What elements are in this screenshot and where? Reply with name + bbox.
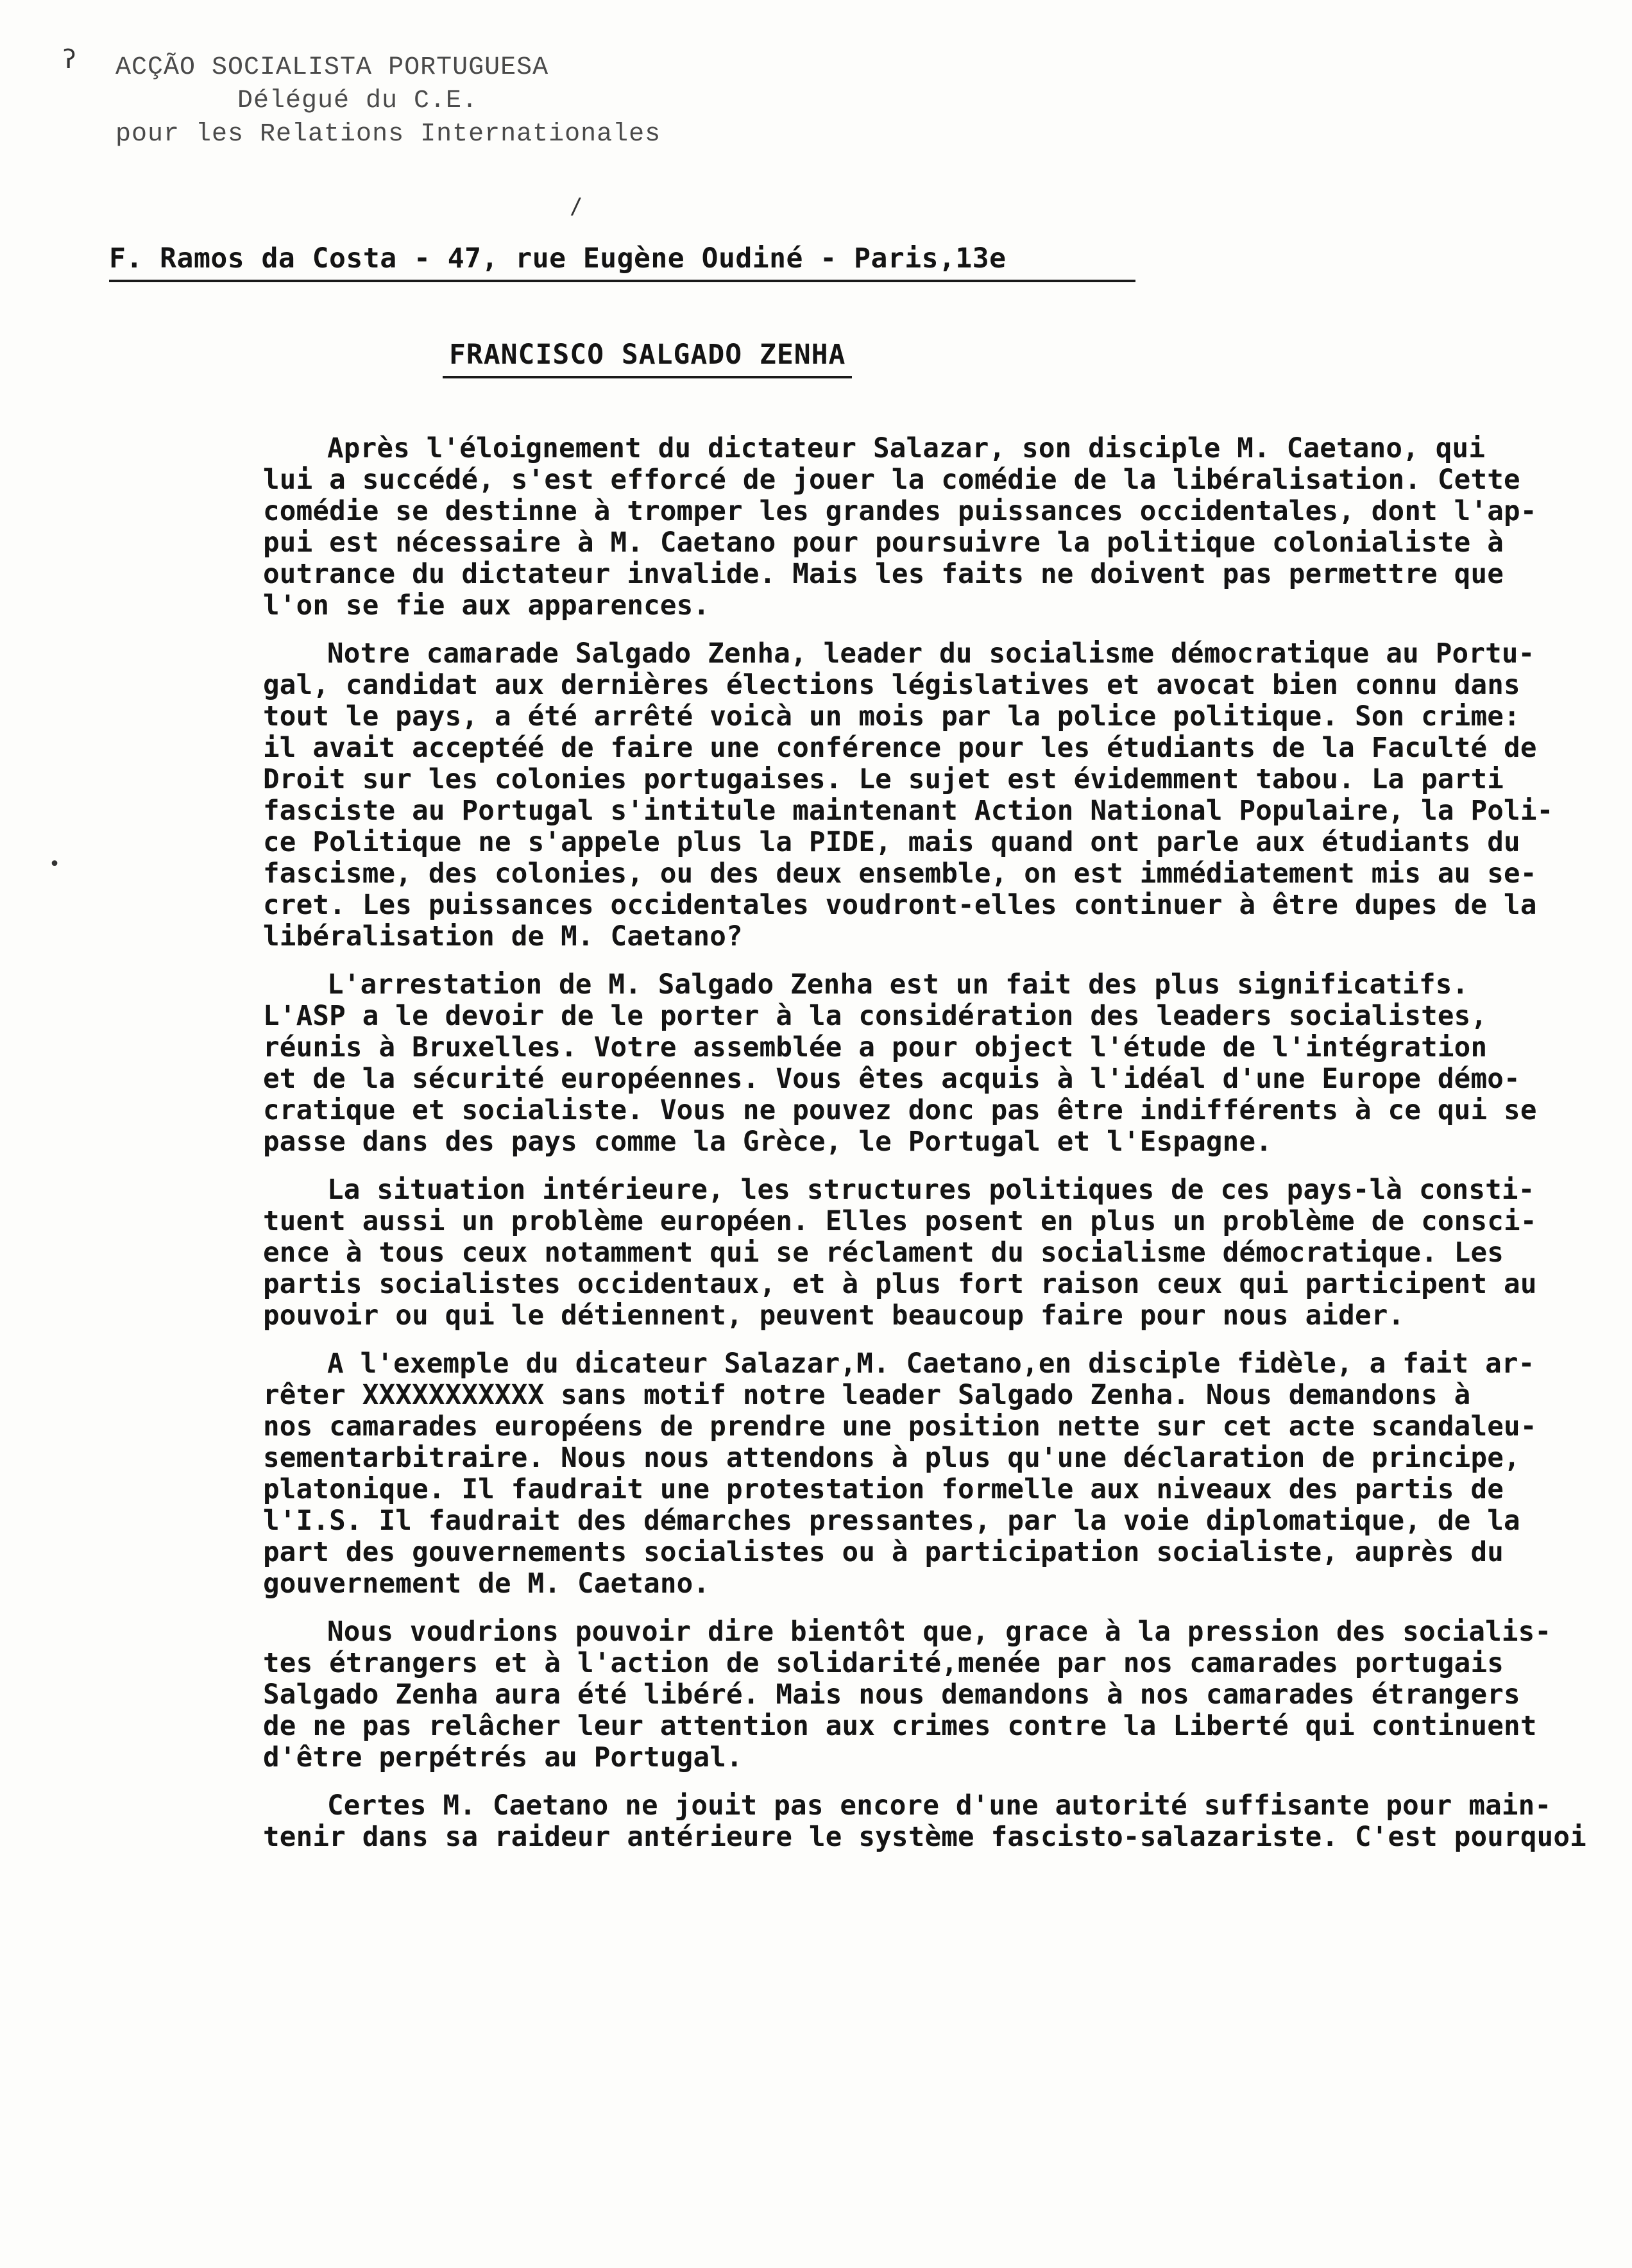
text-line: outrance du dictateur invalide. Mais les faits ne doivent pas permettre que [263,559,1504,590]
text-line: cratique et socialiste. Vous ne pouvez donc pas être indifférents à ce qui se [263,1095,1537,1126]
text-line: comédie se destinne à tromper les grandes puissances occidentales, dont l'ap- [263,496,1537,527]
margin-mark: ʔ [62,45,78,74]
text-line: Droit sur les colonies portugaises. Le sujet est évidemment tabou. La parti [263,764,1504,795]
text-line: tes étrangers et à l'action de solidarité,menée par nos camarades portugais [263,1648,1504,1679]
letterhead [115,51,757,151]
text-line: tuent aussi un problème européen. Elles posent en plus un problème de consci- [263,1206,1537,1237]
text-line: platonique. Il faudrait une protestation formelle aux niveaux des partis de [263,1474,1504,1505]
text-line: pui est nécessaire à M. Caetano pour poursuivre la politique colonialiste à [263,527,1504,559]
paragraph [263,1616,1552,1773]
paragraph [263,1174,1540,1332]
text-line: fasciste au Portugal s'intitule maintenant Action National Populaire, la Poli- [263,795,1554,827]
letterhead-delegate: Délégué du C.E. [237,87,479,115]
text-line: L'ASP a le devoir de le porter à la considération des leaders socialistes, [263,1001,1488,1032]
text-line: l'I.S. Il faudrait des démarches pressantes, par la voie diplomatique, de la [263,1505,1520,1537]
text-line: ce Politique ne s'appele plus la PIDE, mais quand ont parle aux étudiants du [263,827,1520,858]
text-line: A l'exemple du dicateur Salazar,M. Caetano,en disciple fidèle, a fait ar- [327,1348,1535,1380]
document-body [263,433,1586,1870]
letterhead-organization: ACÇÃO SOCIALISTA PORTUGUESA [115,53,549,82]
text-line: Salgado Zenha aura été libéré. Mais nous demandons à nos camarades étrangers [263,1679,1520,1711]
text-line: pouvoir ou qui le détiennent, peuvent beaucoup faire pour nous aider. [263,1300,1405,1332]
document-title: FRANCISCO SALGADO ZENHA [443,339,852,378]
text-line: nos camarades européens de prendre une position nette sur cet acte scandaleu- [263,1411,1537,1443]
text-line: il avait acceptéé de faire une conférence pour les étudiants de la Faculté de [263,732,1537,764]
text-line: gal, candidat aux dernières élections législatives et avocat bien connu dans [263,670,1520,701]
text-line: ence à tous ceux notamment qui se réclament du socialisme démocratique. Les [263,1237,1504,1269]
text-line: et de la sécurité européennes. Vous êtes acquis à l'idéal d'une Europe démo- [263,1063,1520,1095]
text-line: gouvernement de M. Caetano. [263,1568,710,1600]
text-line: l'on se fie aux apparences. [263,590,710,622]
text-line: lui a succédé, s'est efforcé de jouer la comédie de la libéralisation. Cette [263,464,1520,496]
text-line: de ne pas relâcher leur attention aux crimes contre la Liberté qui continuent [263,1711,1537,1742]
text-line: Certes M. Caetano ne jouit pas encore d'une autorité suffisante pour main- [327,1790,1552,1822]
text-line: partis socialistes occidentaux, et à plus fort raison ceux qui participent au [263,1269,1537,1300]
paragraph [263,638,1554,952]
text-line: libéralisation de M. Caetano? [263,921,743,952]
text-line: Après l'éloignement du dictateur Salazar, son disciple M. Caetano, qui [327,433,1486,464]
margin-dot: • [49,853,61,876]
stray-mark: / [570,194,583,219]
text-line: réunis à Bruxelles. Votre assemblée a pour object l'étude de l'intégration [263,1032,1488,1063]
text-line: tout le pays, a été arrêté voicà un mois par la police politique. Son crime: [263,701,1520,732]
text-line: part des gouvernements socialistes ou à participation socialiste, auprès du [263,1537,1504,1568]
text-line: fascisme, des colonies, ou des deux ensemble, on est immédiatement mis au se- [263,858,1537,890]
text-line: La situation intérieure, les structures politiques de ces pays-là consti- [327,1174,1535,1206]
text-line: rêter XXXXXXXXXXX sans motif notre leader Salgado Zenha. Nous demandons à [263,1380,1471,1411]
text-line: cret. Les puissances occidentales voudront-elles continuer à être dupes de la [263,890,1537,921]
paragraph [263,433,1540,622]
text-line: sementarbitraire. Nous nous attendons à plus qu'une déclaration de principe, [263,1443,1520,1474]
text-line: passe dans des pays comme la Grèce, le Portugal et l'Espagne. [263,1126,1273,1158]
text-line: Notre camarade Salgado Zenha, leader du socialisme démocratique au Portu- [327,638,1535,670]
text-line: tenir dans sa raideur antérieure le système fascisto-salazariste. C'est pourquoi [263,1822,1586,1853]
text-line: L'arrestation de M. Salgado Zenha est un fait des plus significatifs. [327,969,1469,1001]
paragraph [263,969,1540,1158]
paragraph [263,1348,1540,1600]
sender-address: F. Ramos da Costa - 47, rue Eugène Oudiné - Paris,13e [109,242,1135,282]
paragraph [263,1790,1586,1853]
letterhead-relations: pour les Relations Internationales [115,120,661,149]
text-line: d'être perpétrés au Portugal. [263,1742,743,1773]
text-line: Nous voudrions pouvoir dire bientôt que, grace à la pression des socialis- [327,1616,1552,1648]
